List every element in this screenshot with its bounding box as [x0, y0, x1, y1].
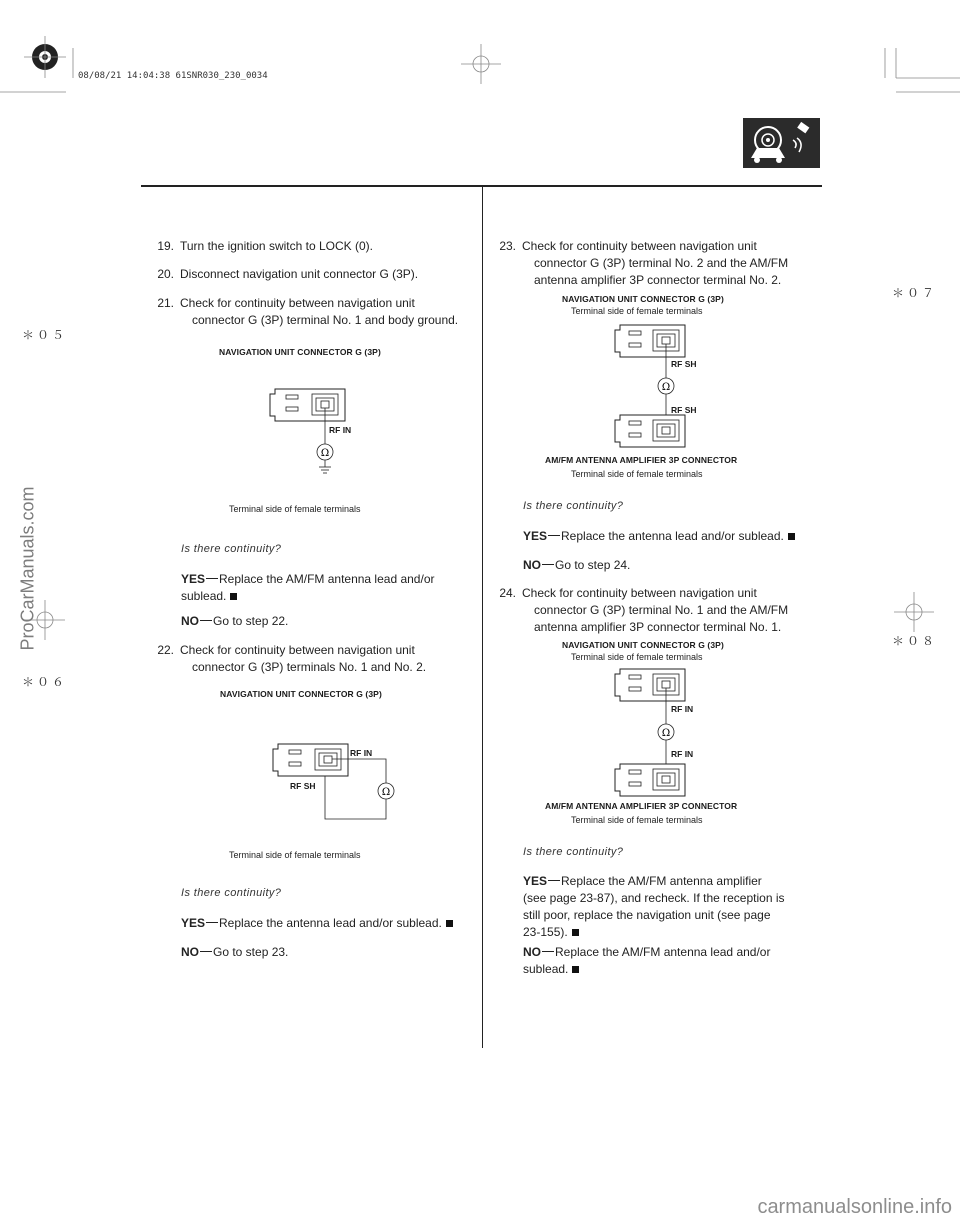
margin-code-left-bottom: ＊０６: [22, 675, 68, 689]
diagram4-title-bottom: AM/FM ANTENNA AMPLIFIER 3P CONNECTOR: [545, 801, 738, 811]
question-1: Is there continuity?: [181, 543, 282, 555]
diagram4-note-top: Terminal side of female terminals: [571, 652, 703, 662]
diagram3-upper-label: RF SH: [671, 359, 697, 369]
margin-code-right-top: ＊０７: [892, 286, 938, 300]
diagram3-note-top: Terminal side of female terminals: [571, 306, 703, 316]
diagram3-connectors: [615, 322, 735, 452]
end-mark: [572, 966, 579, 973]
answer-yes-4: YES Replace the AM/FM antenna amplifier (see page 23-87), and recheck. If the reception is still poor, replace the navigation unit (see page 23-155).: [523, 874, 785, 939]
diagram1-title: NAVIGATION UNIT CONNECTOR G (3P): [219, 347, 381, 357]
diagram4-connectors: [615, 666, 735, 801]
end-mark: [230, 593, 237, 600]
diagram4-note-bottom: Terminal side of female terminals: [571, 815, 703, 825]
navigation-audio-icon: [743, 118, 820, 168]
question-2: Is there continuity?: [181, 887, 282, 899]
step-20: 20. Disconnect navigation unit connector G (3P).: [157, 267, 419, 281]
svg-text:Ω: Ω: [381, 787, 391, 798]
svg-text:Ω: Ω: [661, 728, 671, 739]
diagram3-lower-label: RF SH: [671, 405, 697, 415]
column-divider: [482, 187, 483, 1048]
question-4: Is there continuity?: [523, 846, 624, 858]
answer-no-1: NO Go to step 22.: [181, 614, 289, 628]
answer-no-3: NO Go to step 24.: [523, 558, 631, 572]
watermark-bottom: carmanualsonline.info: [757, 1196, 952, 1218]
watermark-side: ProCarManuals.com: [17, 486, 38, 651]
answer-no-4: NO Replace the AM/FM antenna lead and/or sublead.: [523, 945, 771, 976]
end-mark: [788, 533, 795, 540]
print-timestamp: 08/08/21 14:04:38 61SNR030_230_0034: [78, 71, 268, 81]
step-24: 24. Check for continuity between navigation unit connector G (3P) terminal No. 1 and the AM/FM antenna amplifier 3P connector terminal No. 1.: [499, 586, 789, 634]
question-3: Is there continuity?: [523, 500, 624, 512]
svg-text:Ω: Ω: [320, 448, 330, 459]
answer-yes-1: YES Replace the AM/FM antenna lead and/or sublead.: [181, 572, 435, 603]
diagram2-rf-in-label: RF IN: [350, 748, 373, 758]
diagram2-rf-sh-label: RF SH: [290, 781, 316, 791]
answer-yes-2: YES Replace the antenna lead and/or sublead.: [181, 915, 476, 932]
svg-text:Ω: Ω: [661, 382, 671, 393]
end-mark: [446, 920, 453, 927]
diagram1-rf-in-label: RF IN: [329, 425, 352, 435]
answer-yes-3: YES Replace the antenna lead and/or sublead.: [523, 528, 818, 545]
diagram4-lower-label: RF IN: [671, 749, 694, 759]
diagram2-note: Terminal side of female terminals: [229, 850, 361, 860]
margin-code-left-top: ＊０５: [22, 328, 68, 342]
diagram3-note-bottom: Terminal side of female terminals: [571, 469, 703, 479]
diagram2-title: NAVIGATION UNIT CONNECTOR G (3P): [220, 689, 382, 699]
diagram1-note: Terminal side of female terminals: [229, 504, 361, 514]
diagram4-upper-label: RF IN: [671, 704, 694, 714]
end-mark: [572, 929, 579, 936]
answer-no-2: NO Go to step 23.: [181, 945, 289, 959]
diagram1-connector: [270, 386, 390, 496]
diagram4-title-top: NAVIGATION UNIT CONNECTOR G (3P): [562, 640, 724, 650]
diagram3-title-top: NAVIGATION UNIT CONNECTOR G (3P): [562, 294, 724, 304]
margin-code-right-bottom: ＊０８: [892, 634, 938, 648]
step-23: 23. Check for continuity between navigation unit connector G (3P) terminal No. 2 and the AM/FM antenna amplifier 3P connector terminal No. 2.: [499, 239, 789, 287]
step-22: 22. Check for continuity between navigation unit connector G (3P) terminals No. 1 and No. 2.: [157, 643, 427, 674]
step-21: 21. Check for continuity between navigation unit connector G (3P) terminal No. 1 and body ground.: [157, 296, 459, 327]
diagram3-title-bottom: AM/FM ANTENNA AMPLIFIER 3P CONNECTOR: [545, 455, 738, 465]
step-19: 19. Turn the ignition switch to LOCK (0).: [157, 239, 373, 253]
